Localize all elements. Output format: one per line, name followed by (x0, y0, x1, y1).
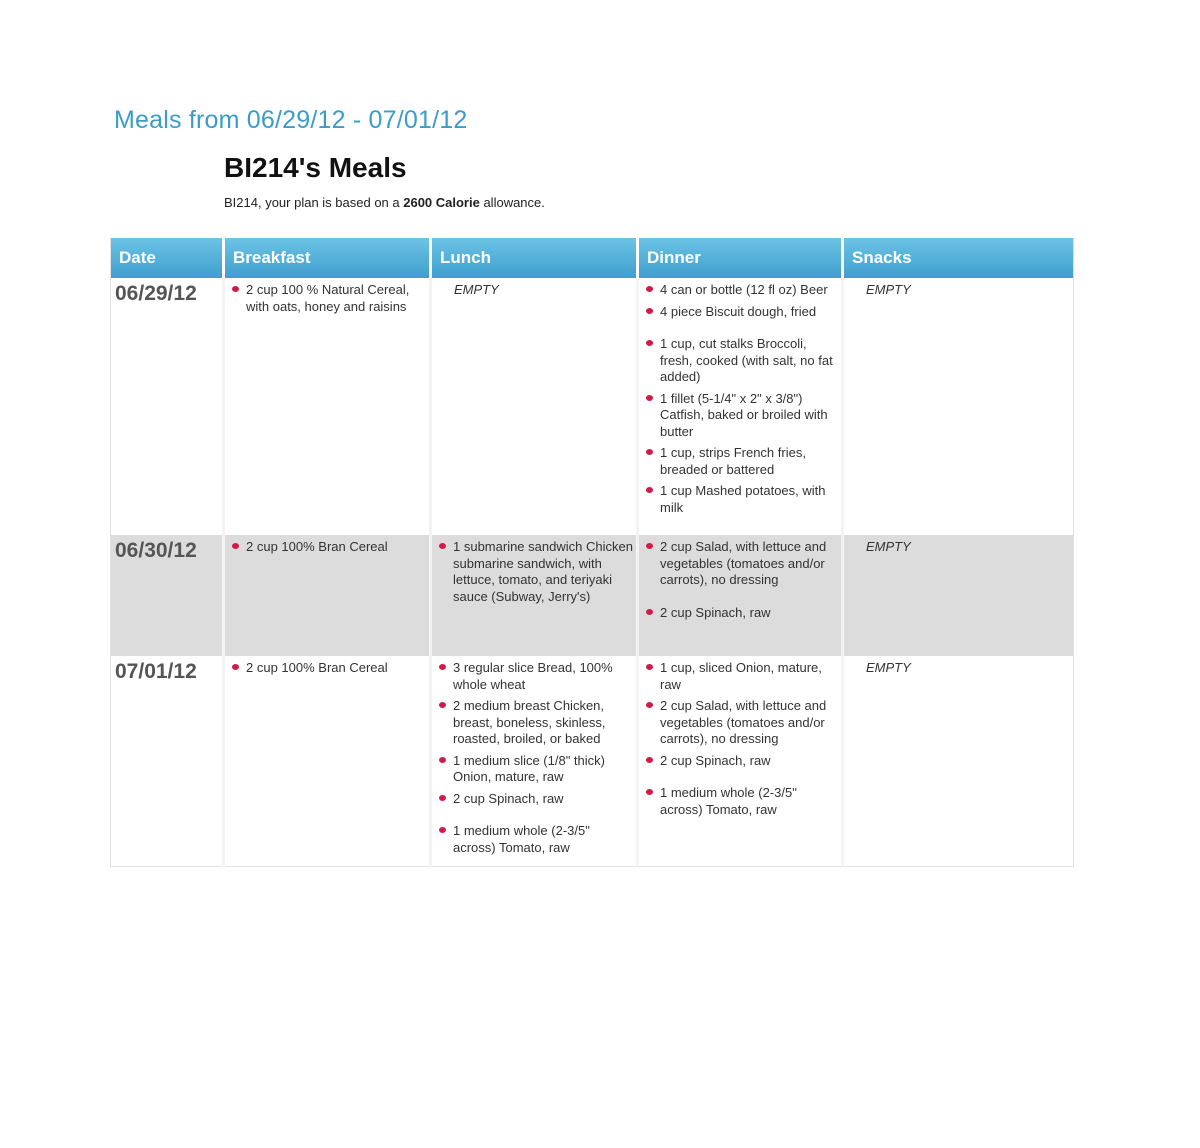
table-row (111, 656, 1074, 866)
food-item: 2 medium breast Chicken, breast, boneless, skinless, roasted, broiled, or baked (438, 698, 634, 748)
breakfast-list (225, 539, 429, 556)
lunch-list (432, 660, 636, 856)
column-header-dinner: Dinner (638, 238, 843, 278)
dinner-list (639, 282, 841, 516)
food-item: 2 cup 100% Bran Cereal (231, 660, 427, 677)
food-item: 1 medium slice (1/8" thick) Onion, mature, raw (438, 753, 634, 786)
column-header-lunch: Lunch (431, 238, 638, 278)
empty-label: EMPTY (866, 660, 911, 675)
food-item: 2 cup 100 % Natural Cereal, with oats, honey and raisins (231, 282, 427, 315)
dinner-cell (638, 656, 843, 866)
dinner-list (639, 660, 841, 818)
breakfast-cell (224, 535, 431, 656)
plan-title: BI214's Meals (224, 152, 407, 183)
empty-label: EMPTY (866, 282, 911, 297)
dinner-cell (638, 535, 843, 656)
food-item: 1 medium whole (2-3/5" across) Tomato, raw (438, 823, 634, 856)
allowance-suffix: allowance. (479, 195, 545, 210)
snacks-cell (843, 278, 1074, 535)
food-item: 1 cup Mashed potatoes, with milk (645, 483, 839, 516)
food-item: 2 cup Spinach, raw (645, 753, 839, 770)
column-header-breakfast: Breakfast (224, 238, 431, 278)
food-item: 1 cup, cut stalks Broccoli, fresh, cooked (with salt, no fat added) (645, 336, 839, 386)
food-item: 4 can or bottle (12 fl oz) Beer (645, 282, 839, 299)
dinner-cell (638, 278, 843, 535)
table-header-row (111, 238, 1074, 278)
food-item: 4 piece Biscuit dough, fried (645, 304, 839, 321)
calorie-allowance-text (224, 195, 545, 210)
date-cell: 06/29/12 (111, 278, 224, 535)
food-item: 1 submarine sandwich Chicken submarine sandwich, with lettuce, tomato, and teriyaki sauce (Subway, Jerry's) (438, 539, 634, 605)
food-item: 1 cup, strips French fries, breaded or battered (645, 445, 839, 478)
snacks-cell (843, 535, 1074, 656)
column-header-snacks: Snacks (843, 238, 1074, 278)
food-item: 2 cup Salad, with lettuce and vegetables (tomatoes and/or carrots), no dressing (645, 698, 839, 748)
allowance-prefix: BI214, your plan is based on a (224, 195, 404, 210)
date-cell: 06/30/12 (111, 535, 224, 656)
breakfast-list (225, 282, 429, 315)
food-item: 1 fillet (5-1/4" x 2" x 3/8") Catfish, baked or broiled with butter (645, 391, 839, 441)
date-range-title: Meals from 06/29/12 - 07/01/12 (114, 106, 468, 134)
table-row (111, 278, 1074, 535)
breakfast-list (225, 660, 429, 677)
food-item: 2 cup Spinach, raw (438, 791, 634, 808)
breakfast-cell (224, 278, 431, 535)
lunch-cell (431, 656, 638, 866)
dinner-list (639, 539, 841, 621)
food-item: 2 cup Salad, with lettuce and vegetables (tomatoes and/or carrots), no dressing (645, 539, 839, 589)
meals-table (110, 238, 1074, 867)
empty-label: EMPTY (454, 282, 499, 297)
lunch-cell (431, 535, 638, 656)
snacks-cell (843, 656, 1074, 866)
date-cell: 07/01/12 (111, 656, 224, 866)
food-item: 1 cup, sliced Onion, mature, raw (645, 660, 839, 693)
breakfast-cell (224, 656, 431, 866)
food-item: 1 medium whole (2-3/5" across) Tomato, raw (645, 785, 839, 818)
column-header-date: Date (111, 238, 224, 278)
food-item: 2 cup 100% Bran Cereal (231, 539, 427, 556)
food-item: 2 cup Spinach, raw (645, 605, 839, 622)
food-item: 3 regular slice Bread, 100% whole wheat (438, 660, 634, 693)
lunch-list (432, 539, 636, 605)
table-row (111, 535, 1074, 656)
calorie-value: 2600 Calorie (403, 195, 480, 210)
empty-label: EMPTY (866, 539, 911, 554)
lunch-cell (431, 278, 638, 535)
